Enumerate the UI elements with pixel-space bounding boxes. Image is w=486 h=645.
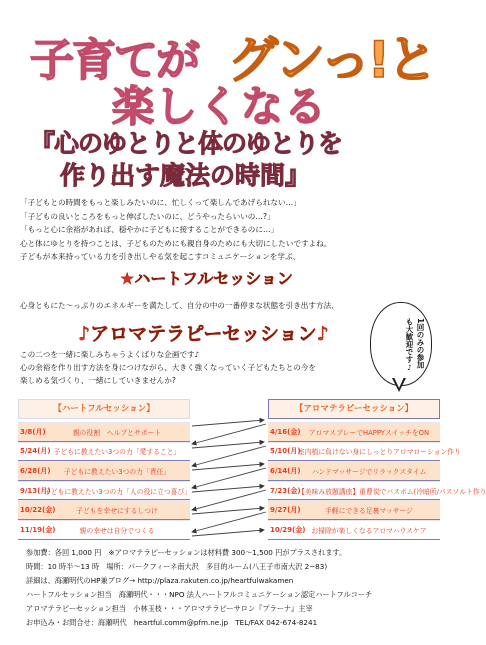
arrow-icon — [192, 442, 264, 448]
session-topic: ハンドマッサージでリラックスタイム — [311, 467, 427, 476]
arrow-icon — [192, 530, 264, 536]
time-place-info: 時間：10 時半〜13 時 場所：パークフィーネ南大沢 多目的ルーム(八王子市南大沢 2−83) — [26, 562, 328, 571]
session-topic: 子どもに教えたい3つの力「責任」 — [63, 467, 171, 476]
aroma-host-info: アロマテラピーセッション担当 小林玉枝・・・アロマテラピーサロン『プラーナ』主宰 — [26, 604, 313, 613]
speech-bubble-tail-fill — [394, 377, 404, 388]
session-date: 5/24(月) — [20, 447, 51, 456]
closing-line: 心の余裕を作り出す方法を身につけながら、大きく強くなっていく子どもたちとの今を — [20, 363, 316, 372]
session-topic: 親の役割 ヘルプとサポート — [72, 428, 162, 437]
intro-text — [20, 196, 440, 264]
subtitle-line-2: 作り出す魔法の時間』 — [60, 161, 311, 190]
arrow-icon — [192, 512, 266, 532]
aroma-schedule — [268, 399, 486, 540]
session-topic: 親の幸せは自分でつくる — [79, 526, 155, 535]
closing-line: この二つを一緒に楽しみちゃうよくばりな企画です♪ — [20, 350, 200, 359]
event-details — [26, 546, 436, 630]
table-row — [18, 461, 190, 481]
session-topic: 子どもに教えたい3つの力「人の役に立つ喜び」 — [44, 487, 192, 496]
table-row — [268, 520, 440, 540]
heartful-heading-text: ハートフルセッション — [134, 269, 293, 288]
arrow-icon — [192, 486, 264, 492]
session-date: 11/19(金) — [20, 525, 56, 534]
heartful-host-info: ハートフルセッション担当 海瀬明代・・・NPO 法人ハートフルコミュニケーション認定ハートフルコーチ — [26, 590, 373, 599]
arrow-icon — [192, 468, 266, 488]
speech-bubble-text: 1回のみの参加も大歓迎です♪ — [405, 318, 425, 372]
session-topic: 【美味み放題講座】重曹炭でバスボム(冷暗所/パスソルト作り — [298, 487, 486, 496]
session-topic: アロマスプレーでHAPPYスイッチをON — [308, 428, 430, 437]
arrow-icon — [192, 420, 264, 426]
table-row — [18, 500, 190, 520]
schedule-flow-arrows — [188, 418, 268, 540]
session-date: 9/13(月) — [20, 486, 51, 495]
table-row — [268, 422, 440, 442]
table-row — [18, 481, 190, 501]
closing-text — [20, 348, 420, 387]
intro-line: 心と体にゆとりを持つことは、子どものためにも親自身のためにも大切にしたいですよね。 — [20, 238, 332, 248]
session-topic: 子どもに教えたい3つの力「愛すること」 — [53, 448, 181, 457]
aroma-heading: ♪アロマテラピーセッション♪ — [78, 323, 329, 345]
session-topic: 子どもを幸せにするしつけ — [76, 507, 158, 516]
session-date: 4/16(金) — [270, 427, 301, 436]
table-row — [18, 422, 190, 442]
table-row — [18, 442, 190, 462]
session-date: 10/29(金) — [270, 525, 306, 534]
title-line-2: 楽しくなる — [112, 82, 328, 131]
closing-line: 楽しめる気づくり、一緒にしていきませんか? — [20, 376, 176, 385]
intro-line: 「子どもとの時間をもっと楽しみたいのに、忙しくって楽しんであげられない…」 — [20, 198, 301, 207]
bridge-text: 心身ともにた〜っぷりのエネルギーを満たして、自分の中の一番停まな状態を引き出す方法、 — [20, 301, 339, 310]
arrow-icon — [192, 446, 266, 466]
contact-info: お申込み・お問合せ：海瀬明代 heartful.comm@pfm.ne.jp TEL/FAX 042-674-8241 — [26, 618, 318, 627]
intro-line: 「子どもの良いところをもっと伸ばしたいのに、どうやったらいいの…?」 — [20, 211, 275, 221]
arrow-icon — [192, 490, 266, 510]
title-line-1a: 子育てが — [30, 35, 198, 86]
arrow-icon — [192, 464, 264, 470]
session-date: 9/27(月) — [270, 506, 301, 515]
session-date: 6/14(月) — [270, 466, 301, 475]
arrow-icon — [192, 508, 264, 514]
title-line-1b: グンっ!と — [228, 31, 435, 89]
heartful-heading — [120, 266, 293, 289]
session-topic: 室内植に負けない身にしっとりアロマローション作り — [298, 448, 461, 457]
table-row — [268, 500, 440, 520]
heartful-schedule-header: 【ハートフルセッション】 — [18, 399, 190, 419]
subtitle-line-1: 『心のゆとりと体のゆとりを — [30, 129, 343, 158]
session-topic: お掃除が楽しくなるアロマハウスケア — [311, 526, 427, 535]
session-topic: 手軽にできる足裏マッサージ — [325, 507, 413, 516]
star-icon: ★ — [120, 269, 135, 288]
table-row — [268, 481, 486, 501]
blog-info: 詳細は、海瀬明代のHP兼ブログ→ http://plaza.rakuten.co.jp/heartfulwakamen — [26, 576, 294, 585]
session-date: 6/28(月) — [20, 466, 51, 475]
session-date: 3/8(月) — [20, 427, 46, 436]
intro-line: 「もっと心に余裕があれば、穏やかに子どもに接することができるのに…」 — [20, 225, 279, 234]
session-date: 10/22(金) — [20, 506, 56, 515]
arrow-icon — [192, 424, 266, 444]
table-row — [268, 461, 440, 481]
fee-info: 参加費：各回 1,000 円 ※アロマテラピーセッションは材料費 300〜1,500 円がプラスされます。 — [26, 548, 347, 557]
session-date: 7/23(金) — [270, 486, 301, 495]
heartful-schedule — [18, 399, 190, 540]
aroma-schedule-header: 【アロマテラピーセッション】 — [268, 399, 440, 419]
table-row — [18, 520, 190, 540]
intro-line: 子どもが本来持っている力を引き出しやる気を起こすコミュニケーションを学ぶ、 — [20, 252, 301, 261]
table-row — [268, 442, 461, 462]
session-date: 5/10(月) — [270, 447, 301, 456]
